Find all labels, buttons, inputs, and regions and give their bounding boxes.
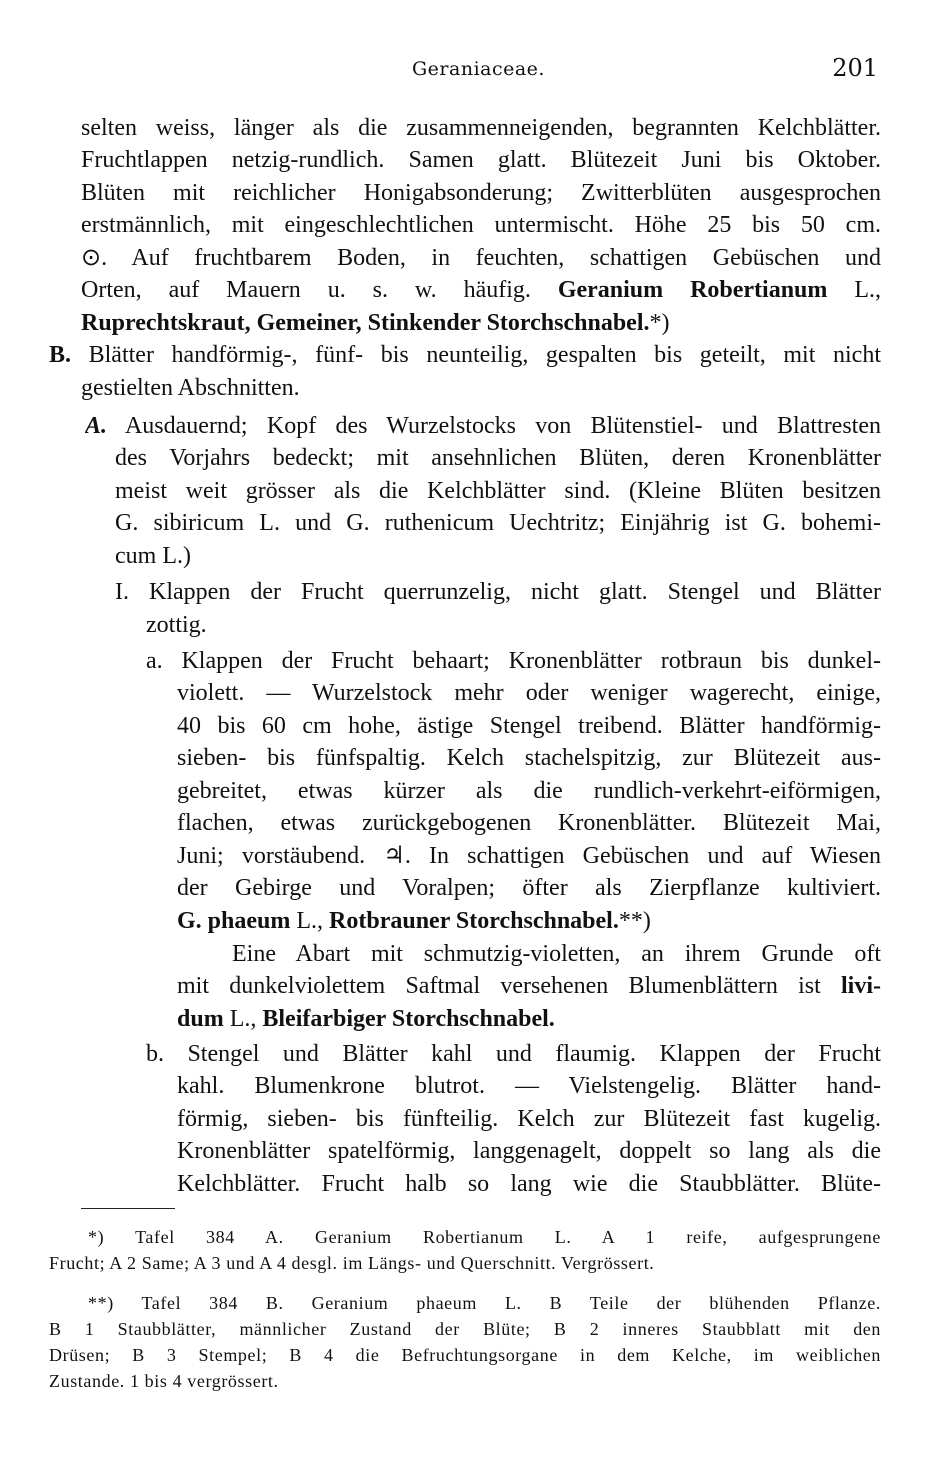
text-line: förmig, sieben- bis fünfteilig. Kelch zur Blütezeit fast kugelig. bbox=[177, 1106, 881, 1132]
text-line: der Gebirge und Voralpen; öfter als Zierpflanze kultiviert. bbox=[177, 875, 881, 901]
text-line: ⊙. Auf fruchtbarem Boden, in feuchten, schattigen Gebüschen und bbox=[81, 245, 881, 271]
text-line: selten weiss, länger als die zusammenneigenden, begrannten Kelchblätter. bbox=[81, 115, 881, 141]
footnote-line: Drüsen; B 3 Stempel; B 4 die Befruchtungsorgane in dem Kelche, im weiblichen bbox=[49, 1345, 881, 1365]
text-line: Juni; vorstäubend. ♃. In schattigen Gebüschen und auf Wiesen bbox=[177, 843, 881, 869]
footnote-line: Zustande. 1 bis 4 vergrössert. bbox=[49, 1371, 279, 1391]
text-line: zottig. bbox=[146, 612, 207, 638]
page-header bbox=[0, 54, 930, 86]
text-line: Blüten mit reichlicher Honigabsonderung; Zwitterblüten ausgesprochen bbox=[81, 180, 881, 206]
text-line: erstmännlich, mit eingeschlechtlichen untermischt. Höhe 25 bis 50 cm. bbox=[81, 212, 881, 238]
text-line: dum L., Bleifarbiger Storchschnabel. bbox=[177, 1006, 555, 1032]
species-name: G. phaeum bbox=[177, 908, 291, 934]
text-line: Eine Abart mit schmutzig-violetten, an ihrem Grunde oft bbox=[232, 941, 881, 967]
footnote-line: B 1 Staubblätter, männlicher Zustand der Blüte; B 2 inneres Staubblatt mit den bbox=[49, 1319, 881, 1339]
text-line: G. phaeum L., Rotbrauner Storchschnabel.**) bbox=[177, 908, 651, 934]
text-line: Orten, auf Mauern u. s. w. häufig. Geranium Robertianum L., bbox=[81, 277, 881, 303]
key-entry-b: b. Stengel und Blätter kahl und flaumig. Klappen der Frucht bbox=[146, 1041, 881, 1067]
text-line: gestielten Abschnitten. bbox=[81, 375, 300, 401]
text-line: meist weit grösser als die Kelchblätter sind. (Kleine Blüten besitzen bbox=[115, 478, 881, 504]
common-name: Bleifarbiger Storchschnabel. bbox=[262, 1006, 555, 1032]
key-entry-B: B. Blätter handförmig-, fünf- bis neunteilig, gespalten bis geteilt, mit nicht bbox=[49, 342, 881, 368]
text-line: cum L.) bbox=[115, 543, 191, 569]
text-line: 40 bis 60 cm hohe, ästige Stengel treibend. Blätter handförmig- bbox=[177, 713, 881, 739]
footnote-divider bbox=[81, 1208, 175, 1209]
common-name: Ruprechtskraut, Gemeiner, Stinkender Storchschnabel. bbox=[81, 310, 650, 336]
text-line: violett. — Wurzelstock mehr oder weniger wagerecht, einige, bbox=[177, 680, 881, 706]
species-name: Geranium Robertianum bbox=[557, 277, 828, 303]
footnote-line: Frucht; A 2 Same; A 3 und A 4 desgl. im Längs- und Querschnitt. Vergrössert. bbox=[49, 1253, 655, 1273]
text-line: kahl. Blumenkrone blutrot. — Vielstengelig. Blätter hand- bbox=[177, 1073, 881, 1099]
running-title: Geraniaceae. bbox=[412, 58, 545, 80]
text-line: flachen, etwas zurückgebogenen Kronenblätter. Blütezeit Mai, bbox=[177, 810, 881, 836]
text-line: mit dunkelviolettem Saftmal versehenen Blumenblättern ist livi- bbox=[177, 973, 881, 999]
key-entry-A: A. Ausdauernd; Kopf des Wurzelstocks von Blütenstiel- und Blattresten bbox=[85, 413, 881, 439]
text-line: G. sibiricum L. und G. ruthenicum Uechtritz; Einjährig ist G. bohemi- bbox=[115, 510, 881, 536]
common-name: Rotbrauner Storchschnabel. bbox=[329, 908, 619, 934]
text-line: gebreitet, etwas kürzer als die rundlich-verkehrt-eiförmigen, bbox=[177, 778, 881, 804]
footnote-line: *) Tafel 384 A. Geranium Robertianum L. A 1 reife, aufgesprungene bbox=[88, 1227, 881, 1247]
text-line: sieben- bis fünfspaltig. Kelch stachelspitzig, zur Blütezeit aus- bbox=[177, 745, 881, 771]
text-line: des Vorjahrs bedeckt; mit ansehnlichen Blüten, deren Kronenblätter bbox=[115, 445, 881, 471]
text-line: Ruprechtskraut, Gemeiner, Stinkender Storchschnabel.*) bbox=[81, 310, 670, 336]
key-entry-a: a. Klappen der Frucht behaart; Kronenblätter rotbraun bis dunkel- bbox=[146, 648, 881, 674]
key-entry-I: I. Klappen der Frucht querrunzelig, nicht glatt. Stengel und Blätter bbox=[115, 579, 881, 605]
text-line: Kelchblätter. Frucht halb so lang wie die Staubblätter. Blüte- bbox=[177, 1171, 881, 1197]
text-line: Kronenblätter spatelförmig, langgenagelt, doppelt so lang als die bbox=[177, 1138, 881, 1164]
footnote-line: **) Tafel 384 B. Geranium phaeum L. B Teile der blühenden Pflanze. bbox=[88, 1293, 881, 1313]
page-number: 201 bbox=[832, 54, 878, 82]
text-line: Fruchtlappen netzig-rundlich. Samen glatt. Blütezeit Juni bis Oktober. bbox=[81, 147, 881, 173]
